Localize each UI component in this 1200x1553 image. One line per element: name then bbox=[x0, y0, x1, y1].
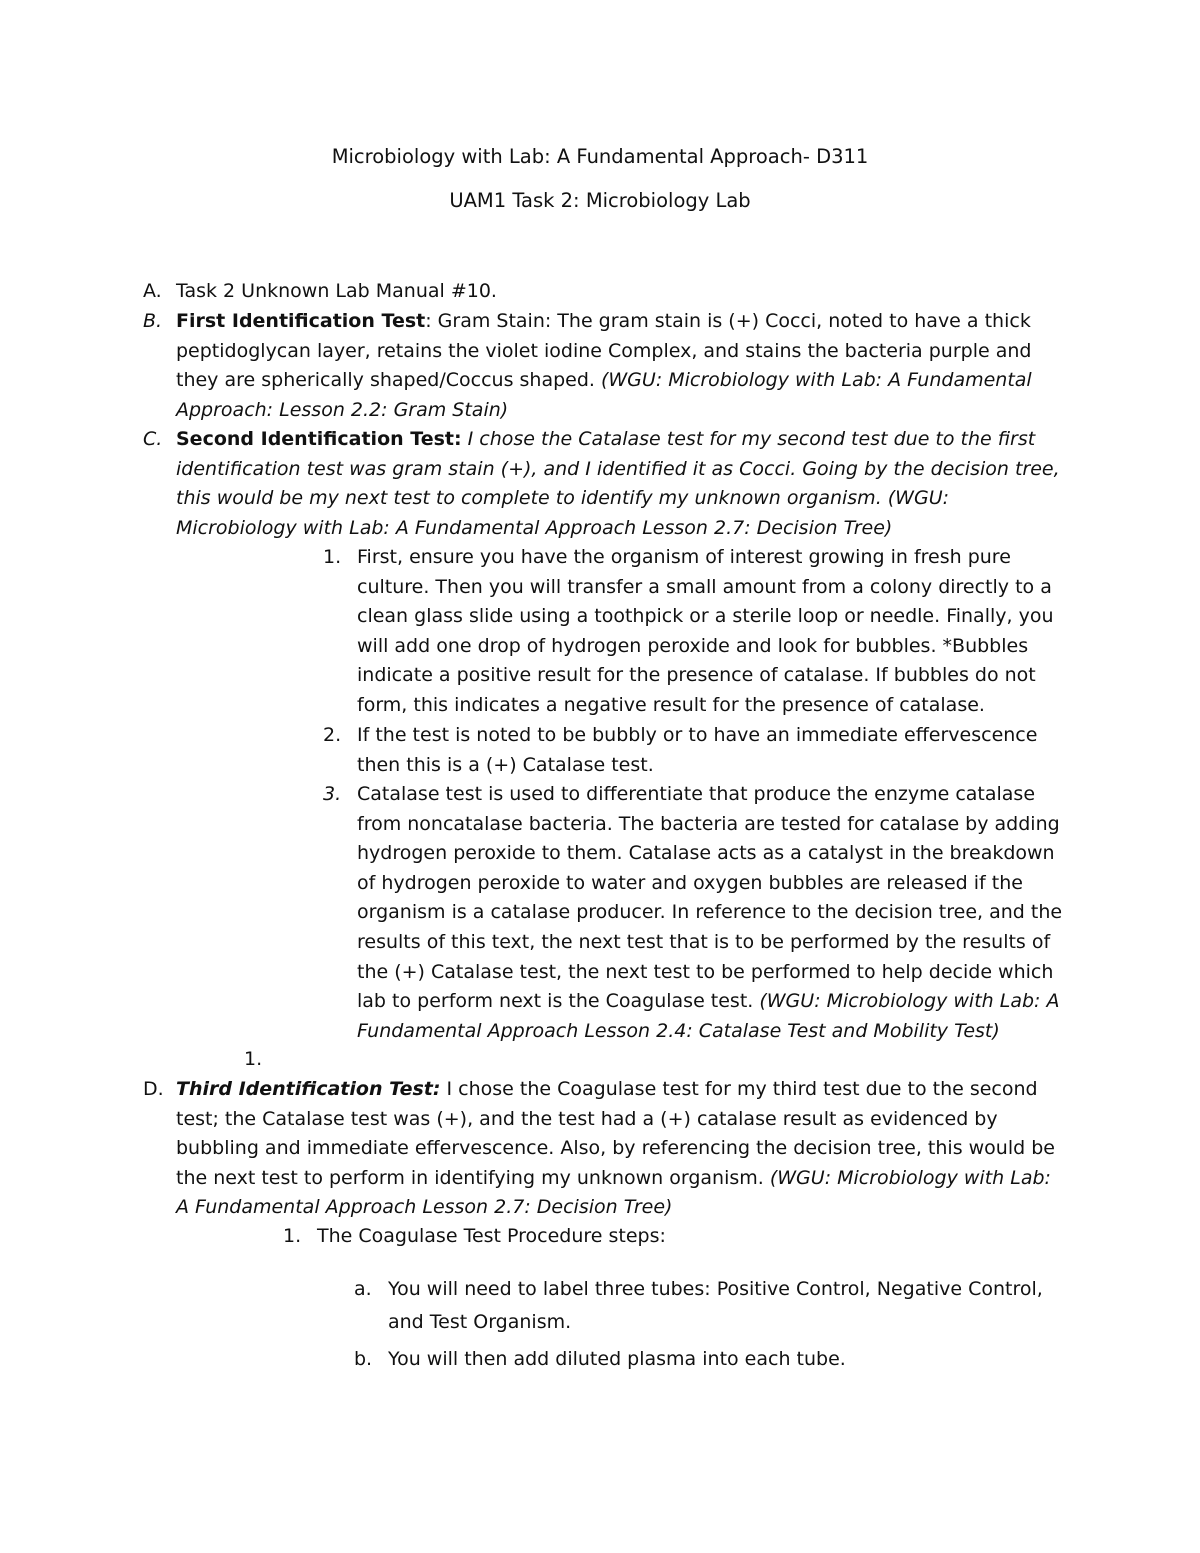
section-d-body: I chose the Coagulase test for my third test due to the second test; the Catalase test was (+), and the test had a (+) catalase result as evidenced by bubbling and immediate effervescence. Also, by referencing the decision tree, this would be the next test to perform in identifying my unknown organism. bbox=[176, 1078, 1055, 1189]
section-d-marker: D. bbox=[143, 1078, 164, 1100]
section-d-citation: (WGU: Microbiology with Lab: A Fundamental Approach Lesson 2.7: Decision Tree) bbox=[176, 1166, 1051, 1219]
section-c-step-3-paragraph bbox=[357, 780, 1077, 1046]
section-b-paragraph bbox=[176, 307, 1066, 425]
section-a-marker: A. bbox=[143, 280, 162, 302]
section-c-step-2-marker: 2. bbox=[323, 724, 342, 746]
section-c-step-3-text: Catalase test is used to differentiate that produce the enzyme catalase from noncatalase bacteria. The bacteria are tested for catalase by adding hydrogen peroxide to them. Catalase acts as a catalyst in the breakdown of hydrogen peroxide to water and oxygen bubbles are released if the organism is a catalase producer. In reference to the decision tree, and the results of this text, the next test that is to be performed by the results of the (+) Catalase test, the next test to be performed to help decide which lab to perform next is the Coagulase test. bbox=[357, 783, 1063, 1013]
section-d-heading: Third Identification Test: bbox=[176, 1078, 441, 1100]
procedure-text: The Coagulase Test Procedure steps: bbox=[317, 1225, 666, 1247]
section-c-body: I chose the Catalase test for my second test due to the first identification test was gram stain (+), and I identified it as Cocci. Going by the decision tree, this would be my next test to complete to identify my unknown organism. (WGU: Microbiology with Lab: A Fundamental Approach Lesson 2.7: Decision Tree) bbox=[176, 428, 1060, 539]
section-c-step-3-marker: 3. bbox=[323, 783, 342, 805]
course-title: Microbiology with Lab: A Fundamental Approach- D311 bbox=[331, 145, 869, 168]
section-a-text: Task 2 Unknown Lab Manual #10. bbox=[176, 280, 497, 302]
section-c-step-3-citation: (WGU: Microbiology with Lab: A Fundamental Approach Lesson 2.4: Catalase Test and Mobility Test) bbox=[357, 990, 1060, 1042]
empty-list-item-marker: 1. bbox=[244, 1048, 263, 1070]
section-b-citation: (WGU: Microbiology with Lab: A Fundamental Approach: Lesson 2.2: Gram Stain) bbox=[176, 369, 1032, 421]
task-title: UAM1 Task 2: Microbiology Lab bbox=[449, 189, 751, 212]
section-b-heading: First Identification Test bbox=[176, 310, 426, 332]
section-c-step-1-text: First, ensure you have the organism of interest growing in fresh pure culture. Then you will transfer a small amount from a colony directly to a clean glass slide using a toothpick or a sterile loop or needle. Finally, you will add one drop of hydrogen peroxide and look for bubbles. *Bubbles indicate a positive result for the presence of catalase. If bubbles do not form, this indicates a negative result for the presence of catalase. bbox=[357, 546, 1054, 716]
section-d-paragraph bbox=[176, 1075, 1066, 1223]
section-b-body: : Gram Stain: The gram stain is (+) Cocci, noted to have a thick peptidoglycan layer, retains the violet iodine Complex, and stains the bacteria purple and they are spherically shaped/Coccus shaped. bbox=[176, 310, 1032, 392]
substep-b-text: You will then add diluted plasma into each tube. bbox=[388, 1348, 846, 1370]
procedure-marker: 1. bbox=[283, 1225, 302, 1247]
substep-b-marker: b. bbox=[354, 1348, 373, 1370]
substep-a-marker: a. bbox=[354, 1278, 372, 1300]
section-c-step-1-marker: 1. bbox=[323, 546, 342, 568]
section-c-paragraph bbox=[176, 425, 1066, 543]
section-c-step-2-text: If the test is noted to be bubbly or to have an immediate effervescence then this is a (+) Catalase test. bbox=[357, 724, 1038, 776]
section-b-marker: B. bbox=[143, 310, 163, 332]
section-c-marker: C. bbox=[143, 428, 163, 450]
substep-a-text: You will need to label three tubes: Positive Control, Negative Control, and Test Organism. bbox=[388, 1278, 1043, 1333]
section-c-heading: Second Identification Test: bbox=[176, 428, 462, 450]
